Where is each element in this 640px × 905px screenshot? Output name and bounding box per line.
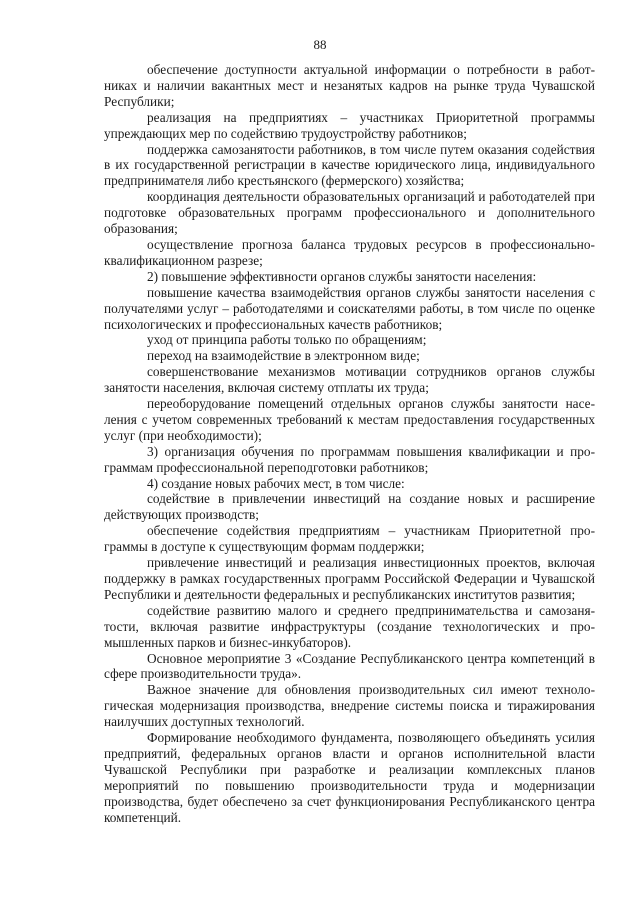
paragraph-10: совершенствование механизмов мотивации сотрудников органов службы занятости населения, включая систему отплаты их труда; xyxy=(104,364,595,396)
paragraph-13: 4) создание новых рабочих мест, в том числе: xyxy=(147,475,405,491)
paragraph-14: содействие в привлечении инвестиций на создание новых и расширение действующих производств; xyxy=(104,491,595,523)
page-number: 88 xyxy=(313,37,327,52)
paragraph-20: Формирование необходимого фундамента, позволяющего объединять усилия предприятий, федеральных органов власти и органов исполнительной власти Чувашской Республики при разработке и реализации комплексных планов мероприятий по повышению производительности труда и модернизации производства, будет обеспечено за счет функционирования Республиканского центра компетенций. xyxy=(104,730,595,825)
paragraph-8: уход от принципа работы только по обращениям; xyxy=(147,332,427,348)
paragraph-11: переоборудование помещений отдельных органов службы занятости населения с учетом современных требований к местам предоставления государственных услуг (при необходимости); xyxy=(104,396,595,443)
paragraph-17: содействие развитию малого и среднего предпринимательства и самозанятости, включая развитие инфраструктуры (создание технологических и промышленных парков и бизнес-инкубаторов). xyxy=(104,602,595,650)
paragraph-3: поддержка самозанятости работников, в том числе путем оказания содействия в их государственной регистрации в качестве юридического лица, индивидуального предпринимателя либо крестьянского (фермерского) хозяйства; xyxy=(104,141,595,189)
paragraph-19: Важное значение для обновления производительных сил имеют технологическая модернизация производства, внедрение системы поиска и тиражирования наилучших доступных технологий. xyxy=(104,682,595,730)
paragraph-16: привлечение инвестиций и реализация инвестиционных проектов, включая поддержку в рамках государственных программ Российской Федерации и Чувашской Республики и деятельности федеральных и республиканских институтов развития; xyxy=(104,555,595,602)
paragraph-6: 2) повышение эффективности органов службы занятости населения: xyxy=(147,268,537,284)
paragraph-1: обеспечение доступности актуальной информации о потребности в работниках и наличии вакантных мест и незанятых кадров на рынке труда Чувашской Республики; xyxy=(104,62,595,109)
paragraph-4: координация деятельности образовательных организаций и работодателей при подготовке образовательных программ профессионального и дополнительного образования; xyxy=(104,189,595,237)
paragraph-2: реализация на предприятиях – участниках Приоритетной программы упреждающих мер по содействию трудоустройству работников; xyxy=(104,109,595,141)
paragraph-12: 3) организация обучения по программам повышения квалификации и программам профессиональной переподготовки работников; xyxy=(104,443,595,475)
paragraph-7: повышение качества взаимодействия органов службы занятости населения с получателями услуг – работодателями и соискателями работы, в том числе по оценке психологических и профессиональных качеств работников; xyxy=(104,284,595,332)
paragraph-15: обеспечение содействия предприятиям – участникам Приоритетной программы в доступе к существующим формам поддержки; xyxy=(104,523,595,555)
paragraph-9: переход на взаимодействие в электронном виде; xyxy=(147,348,420,364)
body-text xyxy=(104,62,595,826)
paragraph-5: осуществление прогноза баланса трудовых ресурсов в профессионально-квалификационном разрезе; xyxy=(104,236,595,268)
paragraph-18: Основное мероприятие 3 «Создание Республиканского центра компетенций в сфере производительности труда». xyxy=(104,650,595,682)
